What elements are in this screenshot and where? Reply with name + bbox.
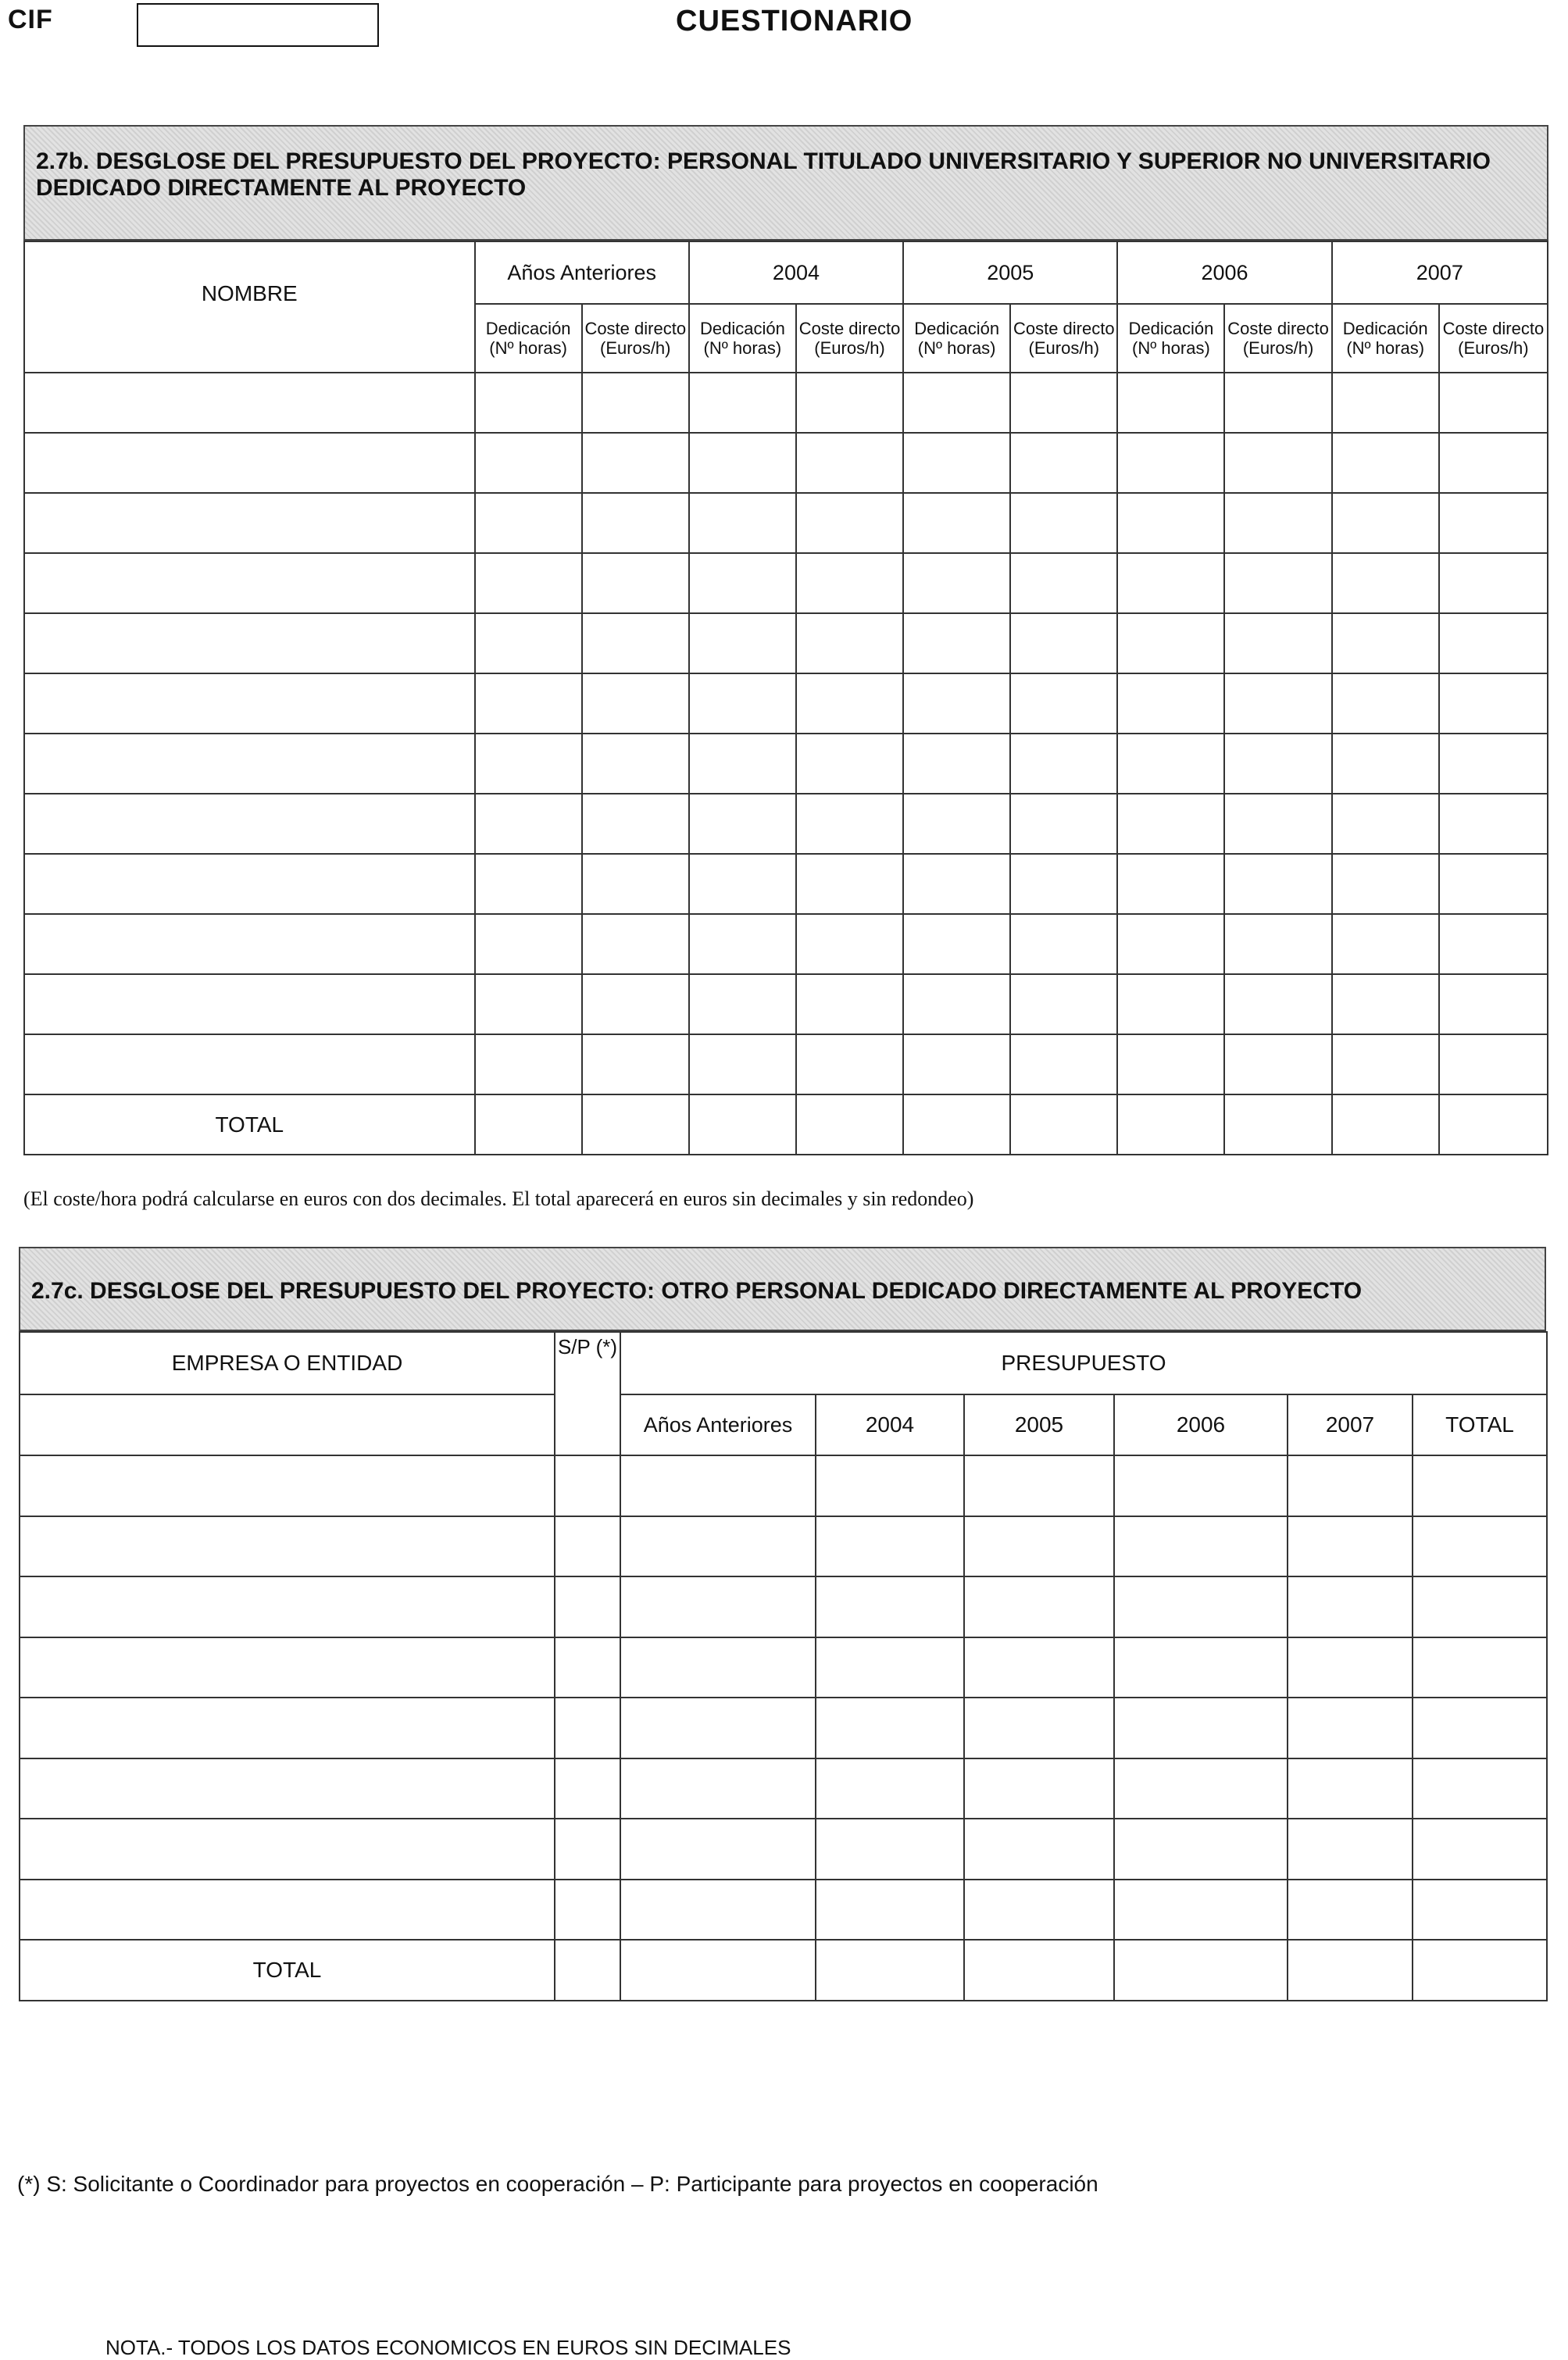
table-cell[interactable] xyxy=(1114,1698,1288,1758)
table-cell[interactable] xyxy=(796,433,903,493)
table-cell[interactable] xyxy=(816,1819,964,1880)
budget-col-header: TOTAL xyxy=(1413,1394,1547,1455)
table-cell[interactable] xyxy=(1224,734,1331,794)
table-cell[interactable] xyxy=(475,914,582,974)
table-cell[interactable] xyxy=(1114,1516,1288,1577)
table-cell[interactable] xyxy=(20,1758,555,1819)
table-cell[interactable] xyxy=(689,493,796,553)
table-cell[interactable] xyxy=(582,854,689,914)
table-cell[interactable] xyxy=(1010,1034,1117,1094)
table-cell[interactable] xyxy=(816,1637,964,1698)
table-cell[interactable] xyxy=(1010,734,1117,794)
table-cell[interactable] xyxy=(964,1637,1114,1698)
table-cell[interactable] xyxy=(1332,1094,1439,1155)
table-cell[interactable] xyxy=(1114,1940,1288,2001)
col-header-nombre: NOMBRE xyxy=(24,241,475,373)
table-cell[interactable] xyxy=(1010,673,1117,734)
table-cell[interactable] xyxy=(1224,974,1331,1034)
table-cell[interactable] xyxy=(582,553,689,613)
table-row xyxy=(20,1516,1547,1577)
personal-titulado-table xyxy=(23,241,1548,1155)
table-cell[interactable] xyxy=(1117,613,1224,673)
table-cell[interactable] xyxy=(620,1698,816,1758)
table-cell[interactable] xyxy=(816,1758,964,1819)
table-cell[interactable] xyxy=(689,974,796,1034)
table-cell[interactable] xyxy=(1117,974,1224,1034)
table-cell[interactable] xyxy=(24,493,475,553)
table-row xyxy=(24,854,1548,914)
table-cell[interactable] xyxy=(1332,613,1439,673)
table-cell[interactable] xyxy=(620,1880,816,1940)
table-cell[interactable] xyxy=(24,854,475,914)
sp-footnote: (*) S: Solicitante o Coordinador para proyectos en cooperación – P: Participante para proyectos en cooperación xyxy=(17,2172,1098,2196)
table-cell[interactable] xyxy=(24,433,475,493)
table-cell[interactable] xyxy=(1117,794,1224,854)
table-cell[interactable] xyxy=(964,1940,1114,2001)
table-cell[interactable] xyxy=(24,914,475,974)
table-cell[interactable] xyxy=(903,734,1010,794)
table-cell[interactable] xyxy=(475,673,582,734)
table-row xyxy=(24,493,1548,553)
table-row xyxy=(24,373,1548,433)
table-cell[interactable] xyxy=(582,914,689,974)
table-cell[interactable] xyxy=(1288,1940,1413,2001)
table-cell[interactable] xyxy=(20,1819,555,1880)
budget-col-header: 2004 xyxy=(816,1394,964,1455)
table-cell[interactable] xyxy=(1288,1819,1413,1880)
table-cell[interactable] xyxy=(1413,1637,1547,1698)
table-cell[interactable] xyxy=(1114,1455,1288,1516)
table-cell[interactable] xyxy=(582,1094,689,1155)
table-cell[interactable] xyxy=(816,1880,964,1940)
period-header: 2005 xyxy=(903,241,1117,304)
budget-col-header: 2007 xyxy=(1288,1394,1413,1455)
table-cell[interactable] xyxy=(620,1819,816,1880)
table-cell[interactable] xyxy=(1288,1880,1413,1940)
table-cell[interactable] xyxy=(816,1576,964,1637)
table-cell[interactable] xyxy=(475,553,582,613)
sub-header-coste: Coste directo (Euros/h) xyxy=(1439,304,1548,373)
table-cell[interactable] xyxy=(475,373,582,433)
table-cell[interactable] xyxy=(1010,613,1117,673)
table-cell[interactable] xyxy=(903,553,1010,613)
table-cell[interactable] xyxy=(555,1758,620,1819)
table-cell[interactable] xyxy=(903,914,1010,974)
table-cell[interactable] xyxy=(475,493,582,553)
table-cell[interactable] xyxy=(620,1758,816,1819)
table-cell[interactable] xyxy=(1332,914,1439,974)
table-cell[interactable] xyxy=(796,854,903,914)
table-cell[interactable] xyxy=(475,1034,582,1094)
table-cell[interactable] xyxy=(1288,1698,1413,1758)
table-cell[interactable] xyxy=(475,854,582,914)
table-cell[interactable] xyxy=(475,613,582,673)
table-cell[interactable] xyxy=(1413,1516,1547,1577)
table-cell[interactable] xyxy=(1224,854,1331,914)
table-cell[interactable] xyxy=(582,1034,689,1094)
table-cell[interactable] xyxy=(1332,373,1439,433)
table-cell[interactable] xyxy=(475,1094,582,1155)
table-cell[interactable] xyxy=(964,1819,1114,1880)
table-cell[interactable] xyxy=(689,373,796,433)
table-cell[interactable] xyxy=(475,433,582,493)
table-cell[interactable] xyxy=(1117,493,1224,553)
table-cell[interactable] xyxy=(582,673,689,734)
table-cell[interactable] xyxy=(555,1880,620,1940)
table-cell[interactable] xyxy=(796,794,903,854)
nota-footer: NOTA.- TODOS LOS DATOS ECONOMICOS EN EUROS SIN DECIMALES xyxy=(105,2336,791,2359)
budget-col-header: 2006 xyxy=(1114,1394,1288,1455)
table-cell[interactable] xyxy=(1332,673,1439,734)
table-cell[interactable] xyxy=(1010,1094,1117,1155)
table-cell[interactable] xyxy=(1117,1094,1224,1155)
table-cell[interactable] xyxy=(903,433,1010,493)
total-label: TOTAL xyxy=(20,1940,555,2001)
table-cell[interactable] xyxy=(20,1698,555,1758)
table-cell[interactable] xyxy=(20,1576,555,1637)
table-cell[interactable] xyxy=(796,373,903,433)
col-header-empresa: EMPRESA O ENTIDAD xyxy=(20,1332,555,1394)
table-cell[interactable] xyxy=(1010,433,1117,493)
table-cell[interactable] xyxy=(796,493,903,553)
table-cell[interactable] xyxy=(24,1034,475,1094)
table-cell[interactable] xyxy=(1439,673,1548,734)
sub-header-dedicacion: Dedicación (Nº horas) xyxy=(1332,304,1439,373)
section-27c-title: 2.7c. DESGLOSE DEL PRESUPUESTO DEL PROYECTO: OTRO PERSONAL DEDICADO DIRECTAMENTE AL PROYECTO xyxy=(19,1247,1546,1331)
table-cell[interactable] xyxy=(689,854,796,914)
total-label: TOTAL xyxy=(24,1094,475,1155)
total-row xyxy=(24,1094,1548,1155)
table-cell[interactable] xyxy=(1224,794,1331,854)
table-cell[interactable] xyxy=(1117,373,1224,433)
table-cell[interactable] xyxy=(24,673,475,734)
table-cell[interactable] xyxy=(796,613,903,673)
table-cell[interactable] xyxy=(620,1576,816,1637)
table-cell[interactable] xyxy=(964,1516,1114,1577)
table-cell[interactable] xyxy=(1224,1094,1331,1155)
table-cell[interactable] xyxy=(1439,974,1548,1034)
table-cell[interactable] xyxy=(689,914,796,974)
table-cell[interactable] xyxy=(620,1455,816,1516)
table-cell[interactable] xyxy=(1332,734,1439,794)
table-cell[interactable] xyxy=(1117,673,1224,734)
table-row xyxy=(20,1455,1547,1516)
table-cell[interactable] xyxy=(689,734,796,794)
table-cell[interactable] xyxy=(903,493,1010,553)
table-row xyxy=(20,1576,1547,1637)
table-cell[interactable] xyxy=(1224,373,1331,433)
table-cell[interactable] xyxy=(20,1516,555,1577)
section-27b-title: 2.7b. DESGLOSE DEL PRESUPUESTO DEL PROYECTO: PERSONAL TITULADO UNIVERSITARIO Y SUPERIOR NO UNIVERSITARIO DEDICADO DIRECTAMENTE AL PROYECTO xyxy=(23,125,1548,241)
table-cell[interactable] xyxy=(620,1637,816,1698)
table-cell[interactable] xyxy=(1413,1758,1547,1819)
table-cell[interactable] xyxy=(1114,1576,1288,1637)
table-cell[interactable] xyxy=(1439,373,1548,433)
table-cell[interactable] xyxy=(1117,854,1224,914)
table-cell[interactable] xyxy=(1413,1819,1547,1880)
table-cell[interactable] xyxy=(555,1455,620,1516)
table-cell[interactable] xyxy=(1439,734,1548,794)
table-row xyxy=(24,974,1548,1034)
table-cell[interactable] xyxy=(582,974,689,1034)
table-cell[interactable] xyxy=(1010,854,1117,914)
table-cell[interactable] xyxy=(964,1455,1114,1516)
table-cell[interactable] xyxy=(1117,734,1224,794)
table-cell[interactable] xyxy=(24,734,475,794)
table-cell[interactable] xyxy=(903,794,1010,854)
table-cell[interactable] xyxy=(1117,914,1224,974)
table-cell[interactable] xyxy=(1439,613,1548,673)
table-row xyxy=(24,613,1548,673)
table-row xyxy=(24,553,1548,613)
table-cell[interactable] xyxy=(1117,1034,1224,1094)
table-cell[interactable] xyxy=(1439,1034,1548,1094)
table-cell[interactable] xyxy=(1288,1576,1413,1637)
table-cell[interactable] xyxy=(620,1940,816,2001)
table-row xyxy=(24,433,1548,493)
table-cell[interactable] xyxy=(816,1516,964,1577)
table-cell xyxy=(20,1394,555,1455)
table-cell[interactable] xyxy=(1439,1094,1548,1155)
table-cell[interactable] xyxy=(1224,914,1331,974)
table-cell[interactable] xyxy=(24,373,475,433)
table-cell[interactable] xyxy=(555,1819,620,1880)
budget-col-header: Años Anteriores xyxy=(620,1394,816,1455)
table-cell[interactable] xyxy=(1332,493,1439,553)
table-cell[interactable] xyxy=(1224,673,1331,734)
table-cell[interactable] xyxy=(555,1576,620,1637)
table-cell[interactable] xyxy=(1413,1880,1547,1940)
table-cell[interactable] xyxy=(816,1940,964,2001)
table-cell[interactable] xyxy=(475,734,582,794)
table-cell[interactable] xyxy=(1010,974,1117,1034)
table-cell[interactable] xyxy=(903,854,1010,914)
table-row xyxy=(20,1880,1547,1940)
table-cell[interactable] xyxy=(964,1880,1114,1940)
col-header-presupuesto: PRESUPUESTO xyxy=(620,1332,1547,1394)
sub-header-dedicacion: Dedicación (Nº horas) xyxy=(1117,304,1224,373)
table-cell[interactable] xyxy=(796,553,903,613)
table-cell[interactable] xyxy=(903,1094,1010,1155)
table-cell[interactable] xyxy=(1413,1940,1547,2001)
table-row xyxy=(24,1034,1548,1094)
table-cell[interactable] xyxy=(903,673,1010,734)
table-cell[interactable] xyxy=(796,1094,903,1155)
table-cell[interactable] xyxy=(1224,613,1331,673)
period-header: 2007 xyxy=(1332,241,1548,304)
table-cell[interactable] xyxy=(555,1637,620,1698)
table-cell[interactable] xyxy=(1439,493,1548,553)
table-cell[interactable] xyxy=(582,794,689,854)
table-cell[interactable] xyxy=(1288,1455,1413,1516)
table-cell[interactable] xyxy=(24,553,475,613)
table-row xyxy=(24,734,1548,794)
table-cell[interactable] xyxy=(1413,1576,1547,1637)
table-cell[interactable] xyxy=(20,1880,555,1940)
table-cell[interactable] xyxy=(903,613,1010,673)
sub-header-dedicacion: Dedicación (Nº horas) xyxy=(689,304,796,373)
table-cell[interactable] xyxy=(1332,974,1439,1034)
table-cell[interactable] xyxy=(816,1698,964,1758)
table-cell[interactable] xyxy=(582,373,689,433)
table-cell[interactable] xyxy=(24,613,475,673)
table-cell[interactable] xyxy=(689,794,796,854)
table-cell[interactable] xyxy=(1010,553,1117,613)
table-cell[interactable] xyxy=(964,1576,1114,1637)
table-cell[interactable] xyxy=(1114,1819,1288,1880)
cif-input[interactable] xyxy=(137,3,379,47)
table-cell[interactable] xyxy=(555,1698,620,1758)
table-row xyxy=(24,673,1548,734)
table-cell[interactable] xyxy=(1439,553,1548,613)
table-cell[interactable] xyxy=(1224,493,1331,553)
table-cell[interactable] xyxy=(1332,433,1439,493)
page-title: CUESTIONARIO xyxy=(676,5,913,37)
table-cell[interactable] xyxy=(903,1034,1010,1094)
table-row xyxy=(20,1758,1547,1819)
coste-hora-note: (El coste/hora podrá calcularse en euros con dos decimales. El total aparecerá en euros sin decimales y sin redondeo) xyxy=(23,1187,974,1210)
table-cell[interactable] xyxy=(689,1094,796,1155)
table-cell[interactable] xyxy=(1010,493,1117,553)
sub-header-coste: Coste directo (Euros/h) xyxy=(1224,304,1331,373)
table-cell[interactable] xyxy=(1224,553,1331,613)
table-cell[interactable] xyxy=(20,1455,555,1516)
table-cell[interactable] xyxy=(1117,553,1224,613)
sub-header-dedicacion: Dedicación (Nº horas) xyxy=(903,304,1010,373)
table-cell[interactable] xyxy=(1114,1637,1288,1698)
table-cell[interactable] xyxy=(1439,433,1548,493)
table-cell[interactable] xyxy=(1288,1637,1413,1698)
table-cell[interactable] xyxy=(20,1637,555,1698)
table-row xyxy=(24,794,1548,854)
table-cell[interactable] xyxy=(964,1758,1114,1819)
table-cell[interactable] xyxy=(796,974,903,1034)
table-cell[interactable] xyxy=(1010,914,1117,974)
period-header: 2006 xyxy=(1117,241,1331,304)
table-cell[interactable] xyxy=(689,553,796,613)
table-cell[interactable] xyxy=(582,734,689,794)
table-cell[interactable] xyxy=(689,673,796,734)
table-cell[interactable] xyxy=(475,974,582,1034)
table-cell[interactable] xyxy=(1224,1034,1331,1094)
budget-col-header: 2005 xyxy=(964,1394,1114,1455)
table-cell[interactable] xyxy=(620,1516,816,1577)
table-cell[interactable] xyxy=(1439,854,1548,914)
table-cell[interactable] xyxy=(582,613,689,673)
table-cell[interactable] xyxy=(964,1698,1114,1758)
table-cell[interactable] xyxy=(1288,1758,1413,1819)
table-cell[interactable] xyxy=(796,1034,903,1094)
table-cell[interactable] xyxy=(1224,433,1331,493)
table-cell[interactable] xyxy=(796,734,903,794)
table-cell[interactable] xyxy=(555,1516,620,1577)
table-cell[interactable] xyxy=(1439,914,1548,974)
table-cell[interactable] xyxy=(1010,373,1117,433)
table-cell[interactable] xyxy=(1288,1516,1413,1577)
table-cell[interactable] xyxy=(796,673,903,734)
table-row xyxy=(20,1698,1547,1758)
table-cell[interactable] xyxy=(1332,1034,1439,1094)
cif-label: CIF xyxy=(8,5,53,34)
sub-header-coste: Coste directo (Euros/h) xyxy=(796,304,903,373)
table-cell[interactable] xyxy=(903,373,1010,433)
table-cell[interactable] xyxy=(24,974,475,1034)
total-row xyxy=(20,1940,1547,2001)
period-header: 2004 xyxy=(689,241,903,304)
table-cell[interactable] xyxy=(1114,1880,1288,1940)
table-cell[interactable] xyxy=(1332,794,1439,854)
table-cell[interactable] xyxy=(903,974,1010,1034)
table-row xyxy=(20,1819,1547,1880)
table-cell[interactable] xyxy=(1010,794,1117,854)
table-cell[interactable] xyxy=(1332,553,1439,613)
otro-personal-table xyxy=(19,1331,1548,2001)
table-cell[interactable] xyxy=(555,1940,620,2001)
table-cell[interactable] xyxy=(1413,1698,1547,1758)
table-cell[interactable] xyxy=(1439,794,1548,854)
period-header: Años Anteriores xyxy=(475,241,689,304)
table-cell[interactable] xyxy=(816,1455,964,1516)
col-header-sp: S/P (*) xyxy=(555,1332,620,1455)
table-cell[interactable] xyxy=(24,794,475,854)
table-cell[interactable] xyxy=(689,613,796,673)
table-cell[interactable] xyxy=(1413,1455,1547,1516)
table-cell[interactable] xyxy=(582,493,689,553)
table-cell[interactable] xyxy=(1117,433,1224,493)
table-row xyxy=(24,914,1548,974)
sub-header-coste: Coste directo (Euros/h) xyxy=(1010,304,1117,373)
sub-header-coste: Coste directo (Euros/h) xyxy=(582,304,689,373)
table-cell[interactable] xyxy=(689,433,796,493)
table-cell[interactable] xyxy=(1332,854,1439,914)
table-cell[interactable] xyxy=(582,433,689,493)
table-cell[interactable] xyxy=(796,914,903,974)
table-cell[interactable] xyxy=(689,1034,796,1094)
table-cell[interactable] xyxy=(1114,1758,1288,1819)
sub-header-dedicacion: Dedicación (Nº horas) xyxy=(475,304,582,373)
table-row xyxy=(20,1637,1547,1698)
table-cell[interactable] xyxy=(475,794,582,854)
